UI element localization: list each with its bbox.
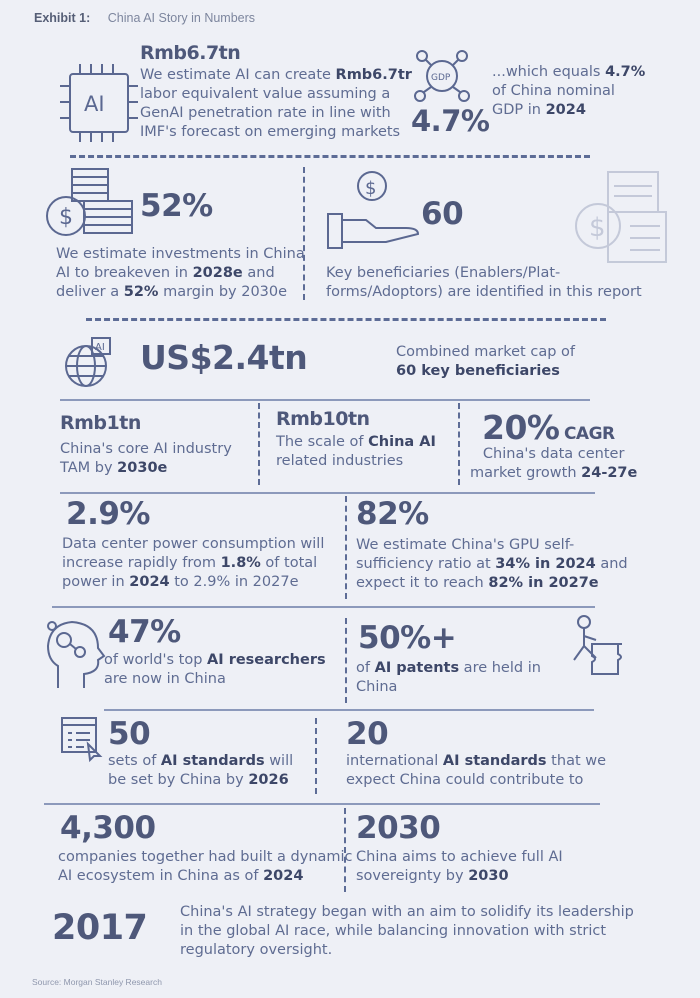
- s3-figure: US$2.4tn: [140, 338, 308, 377]
- text-line: [356, 536, 628, 555]
- text-line: [356, 848, 563, 867]
- text-emphasis: 2030: [468, 868, 509, 884]
- text-segment: in the global AI race, while balancing innovation with strict: [180, 923, 607, 939]
- text-emphasis: AI patents: [374, 660, 460, 676]
- text-segment: will: [264, 753, 294, 769]
- text-line: [140, 123, 412, 142]
- text-segment: China: [356, 679, 398, 695]
- globe-ai-label: AI: [95, 342, 105, 353]
- text-segment: forms/Adoptors) are identified in this report: [326, 284, 642, 300]
- s2-left-text: [56, 245, 305, 302]
- checklist-cursor-icon: [60, 716, 106, 762]
- text-segment: China aims to achieve full AI: [356, 849, 563, 865]
- text-emphasis: 60 key beneficiaries: [396, 363, 560, 379]
- text-line: [276, 433, 436, 452]
- text-segment: The scale of: [276, 434, 369, 450]
- s4-a-figure: Rmb1tn: [60, 412, 141, 434]
- s4-b-text: [276, 433, 436, 471]
- divider: [303, 167, 305, 300]
- text-emphasis: 4.7%: [605, 64, 646, 80]
- s7-left-text: [108, 752, 293, 790]
- s2-left-figure: 52%: [140, 188, 213, 224]
- divider: [258, 403, 260, 485]
- text-emphasis: AI researchers: [207, 652, 326, 668]
- divider: [345, 618, 347, 703]
- divider: [344, 808, 346, 892]
- source-note: Source: Morgan Stanley Research: [32, 977, 162, 987]
- text-line: [470, 464, 637, 483]
- text-line: [140, 66, 412, 85]
- text-segment: sets of: [108, 753, 161, 769]
- divider: [315, 718, 317, 794]
- text-emphasis: 82% in 2027e: [488, 575, 599, 591]
- text-line: [56, 264, 305, 283]
- divider: [60, 399, 590, 401]
- text-segment: and: [242, 265, 275, 281]
- text-segment: labor equivalent value assuming a: [140, 86, 391, 102]
- text-line: [58, 867, 353, 886]
- text-line: [346, 771, 606, 790]
- s6-left-figure: 47%: [108, 614, 181, 650]
- gdp-text: [492, 63, 645, 120]
- text-segment: companies together had built a dynamic: [58, 849, 353, 865]
- text-segment: that we: [546, 753, 607, 769]
- text-line: [492, 101, 645, 120]
- s6-right-figure: 50%+: [358, 620, 457, 656]
- text-segment: IMF's forecast on emerging markets: [140, 124, 401, 140]
- s2-right-figure: 60: [421, 196, 464, 232]
- text-line: [326, 283, 642, 302]
- text-segment: are held in: [459, 660, 541, 676]
- gdp-figure: 4.7%: [411, 104, 490, 138]
- text-line: [60, 440, 232, 459]
- text-emphasis: AI standards: [160, 753, 265, 769]
- text-segment: to 2.9% in 2027e: [169, 574, 299, 590]
- text-segment: of: [356, 660, 375, 676]
- text-line: [140, 104, 412, 123]
- text-line: [56, 283, 305, 302]
- s1-figure: Rmb6.7tn: [140, 42, 241, 64]
- text-line: [492, 63, 645, 82]
- s3-text: [396, 343, 575, 381]
- gdp-icon: [412, 48, 472, 106]
- text-line: [396, 362, 575, 381]
- divider: [70, 155, 590, 158]
- text-line: [356, 659, 541, 678]
- text-segment: ...which equals: [492, 64, 606, 80]
- hand-coin-icon: [326, 170, 426, 254]
- text-emphasis: 2028e: [192, 265, 243, 281]
- s5-right-text: [356, 536, 628, 593]
- s4-c-suffix: CAGR: [563, 424, 615, 444]
- text-line: [140, 85, 412, 104]
- divider: [44, 803, 600, 805]
- text-segment: We estimate investments in China: [56, 246, 305, 262]
- gdp-icon-label: GDP: [431, 73, 451, 83]
- text-emphasis: 2026: [248, 772, 289, 788]
- text-emphasis: 1.8%: [220, 555, 261, 571]
- text-line: [470, 445, 637, 464]
- s4-b-figure: Rmb10tn: [276, 408, 370, 430]
- text-line: [356, 574, 628, 593]
- text-emphasis: China AI: [368, 434, 436, 450]
- text-line: [58, 848, 353, 867]
- s4-a-text: [60, 440, 232, 478]
- svg-text:$: $: [365, 178, 377, 199]
- exhibit-label: Exhibit 1:: [34, 11, 91, 25]
- text-segment: expect China could contribute to: [346, 772, 584, 788]
- text-segment: Data center power consumption will: [62, 536, 325, 552]
- exhibit-title: China AI Story in Numbers: [107, 11, 256, 25]
- text-segment: GenAI penetration rate in line with: [140, 105, 391, 121]
- text-line: [108, 771, 293, 790]
- ai-chip-label: AI: [84, 92, 105, 116]
- text-emphasis: 34% in 2024: [495, 556, 596, 572]
- s5-left-figure: 2.9%: [66, 496, 150, 532]
- text-segment: of China nominal: [492, 83, 615, 99]
- invoice-watermark-icon: [570, 170, 670, 270]
- text-segment: international: [346, 753, 443, 769]
- text-line: [396, 343, 575, 362]
- text-line: [356, 555, 628, 574]
- text-emphasis: 24-27e: [581, 465, 638, 481]
- text-segment: power in: [62, 574, 130, 590]
- text-segment: are now in China: [104, 671, 226, 687]
- divider: [52, 606, 595, 608]
- head-gears-icon: [40, 616, 110, 692]
- svg-text:$: $: [59, 205, 73, 230]
- text-line: [108, 752, 293, 771]
- text-segment: China's AI strategy began with an aim to solidify its leadership: [180, 904, 634, 920]
- text-segment: margin by 2030e: [158, 284, 288, 300]
- text-emphasis: 2024: [545, 102, 586, 118]
- text-segment: of total: [260, 555, 318, 571]
- text-segment: Key beneficiaries (Enablers/Plat-: [326, 265, 561, 281]
- s4-c-figure: 20%: [482, 408, 560, 447]
- divider: [86, 318, 606, 321]
- text-segment: of world's top: [104, 652, 208, 668]
- text-line: [62, 535, 324, 554]
- text-line: [56, 245, 305, 264]
- s8-left-text: [58, 848, 353, 886]
- text-line: [180, 922, 634, 941]
- text-line: [356, 678, 541, 697]
- s9-text: [180, 903, 634, 960]
- text-emphasis: Rmb6.7tr: [335, 67, 412, 83]
- text-line: [62, 554, 324, 573]
- divider: [458, 403, 460, 485]
- text-segment: AI to breakeven in: [56, 265, 193, 281]
- text-segment: China's data center: [482, 446, 625, 462]
- text-segment: We estimate AI can create: [140, 67, 336, 83]
- s8-right-text: [356, 848, 563, 886]
- text-segment: market growth: [470, 465, 582, 481]
- s5-left-text: [62, 535, 324, 592]
- text-line: [346, 752, 606, 771]
- text-segment: GDP in: [492, 102, 546, 118]
- s4-c-text: [470, 445, 637, 483]
- text-emphasis: AI standards: [442, 753, 547, 769]
- s7-left-figure: 50: [108, 716, 151, 752]
- text-line: [104, 651, 326, 670]
- s4-c-figure-wrap: [482, 408, 615, 447]
- puzzle-person-icon: [568, 614, 624, 680]
- text-line: [62, 573, 324, 592]
- s9-figure: 2017: [52, 908, 148, 948]
- s8-right-figure: 2030: [356, 810, 441, 846]
- text-segment: sufficiency ratio at: [356, 556, 496, 572]
- ai-chip-icon: [58, 62, 138, 142]
- text-segment: We estimate China's GPU self-: [356, 537, 575, 553]
- text-emphasis: 52%: [123, 284, 159, 300]
- text-line: [356, 867, 563, 886]
- text-line: [180, 941, 634, 960]
- text-segment: be set by China by: [108, 772, 249, 788]
- text-segment: TAM by: [60, 460, 118, 476]
- s6-left-text: [104, 651, 326, 689]
- text-segment: increase rapidly from: [62, 555, 221, 571]
- exhibit-header: [34, 11, 255, 25]
- text-emphasis: 2024: [129, 574, 170, 590]
- s6-right-text: [356, 659, 541, 697]
- text-segment: regulatory oversight.: [180, 942, 333, 958]
- text-line: [60, 459, 232, 478]
- text-line: [104, 670, 326, 689]
- text-segment: AI ecosystem in China as of: [58, 868, 264, 884]
- divider: [60, 492, 595, 494]
- text-emphasis: 2030e: [117, 460, 168, 476]
- text-segment: deliver a: [56, 284, 124, 300]
- text-segment: related industries: [276, 453, 404, 469]
- coin-stack-icon: [44, 166, 140, 236]
- text-line: [180, 903, 634, 922]
- text-emphasis: 2024: [263, 868, 304, 884]
- text-segment: and: [595, 556, 628, 572]
- s1-text: [140, 66, 412, 142]
- text-line: [276, 452, 436, 471]
- svg-text:$: $: [589, 213, 606, 243]
- globe-ai-icon: [64, 338, 116, 390]
- s7-right-figure: 20: [346, 716, 389, 752]
- s7-right-text: [346, 752, 606, 790]
- text-line: [492, 82, 645, 101]
- s5-right-figure: 82%: [356, 496, 429, 532]
- divider: [104, 709, 594, 711]
- text-segment: China's core AI industry: [60, 441, 232, 457]
- divider: [345, 496, 347, 599]
- s8-left-figure: 4,300: [60, 810, 156, 846]
- text-segment: Combined market cap of: [396, 344, 575, 360]
- text-segment: sovereignty by: [356, 868, 469, 884]
- text-segment: expect it to reach: [356, 575, 489, 591]
